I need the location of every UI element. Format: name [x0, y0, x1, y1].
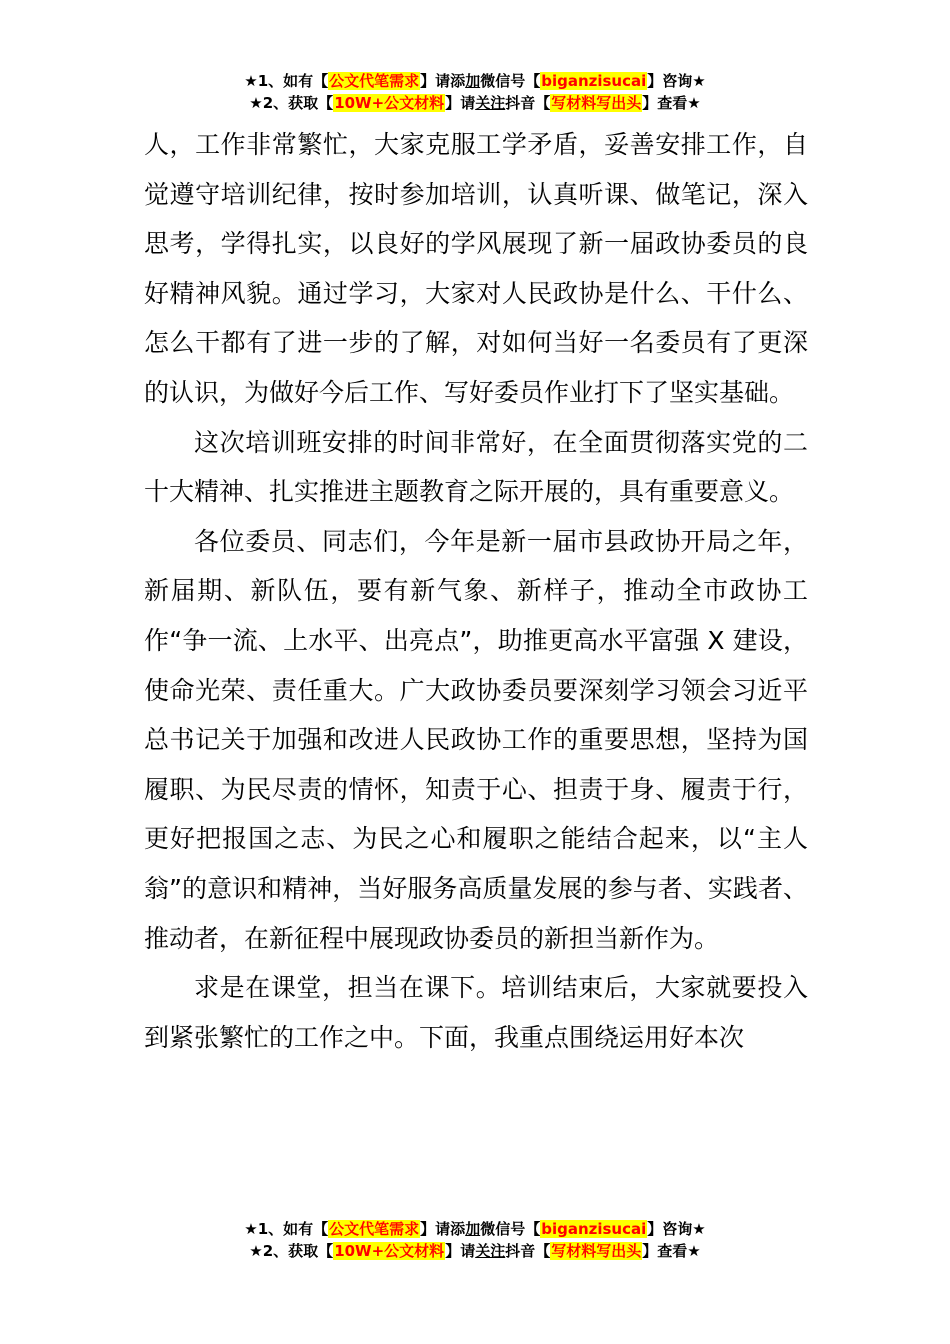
highlight-materials: 10W+公文材料	[334, 94, 445, 112]
paragraph-4: 求是在课堂，担当在课下。培训结束后，大家就要投入到紧张繁忙的工作之中。下面，我重点围绕运用好本次	[144, 973, 808, 1052]
banner-line-2: ★2、获取【10W+公文材料】请关注抖音【写材料写出头】查看★	[249, 94, 701, 112]
document-body	[144, 120, 808, 1062]
footer-banner	[0, 1218, 950, 1262]
highlight-wechat-id: biganzisucai	[541, 72, 647, 90]
banner-line-1: ★1、如有【公文代笔需求】请添加微信号【biganzisucai】咨询★	[244, 1220, 706, 1238]
highlight-wechat-id: biganzisucai	[541, 1220, 647, 1238]
highlight-materials: 10W+公文材料	[334, 1242, 445, 1260]
paragraph-3: 各位委员、同志们，今年是新一届市县政协开局之年，新届期、新队伍，要有新气象、新样子，推动全市政协工作“争一流、上水平、出亮点”，助推更高水平富强 X 建设，使命光荣、责任重大。广大政协委员要深刻学习领会习近平总书记关于加强和改进人民政协工作的重要思想，坚持为国履职、为民尽责的情怀，知责于心、担责于身、履责于行，更好把报国之志、为民之心和履职之能结合起来，以“主人翁”的意识和精神，当好服务高质量发展的参与者、实践者、推动者，在新征程中展现政协委员的新担当新作为。	[144, 526, 808, 953]
highlight-service: 公文代笔需求	[329, 72, 420, 90]
banner-line-1: ★1、如有【公文代笔需求】请添加微信号【biganzisucai】咨询★	[244, 72, 706, 90]
highlight-service: 公文代笔需求	[329, 1220, 420, 1238]
banner-line-2: ★2、获取【10W+公文材料】请关注抖音【写材料写出头】查看★	[249, 1242, 701, 1260]
paragraph-1: 人，工作非常繁忙，大家克服工学矛盾，妥善安排工作，自觉遵守培训纪律，按时参加培训，认真听课、做笔记，深入思考，学得扎实，以良好的学风展现了新一届政协委员的良好精神风貌。通过学习，大家对人民政协是什么、干什么、怎么干都有了进一步的了解，对如何当好一名委员有了更深的认识，为做好今后工作、写好委员作业打下了坚实基础。	[144, 130, 808, 407]
header-banner	[0, 70, 950, 114]
highlight-douyin-account: 写材料写出头	[551, 94, 642, 112]
highlight-douyin-account: 写材料写出头	[551, 1242, 642, 1260]
paragraph-2: 这次培训班安排的时间非常好，在全面贯彻落实党的二十大精神、扎实推进主题教育之际开展的，具有重要意义。	[144, 427, 808, 507]
